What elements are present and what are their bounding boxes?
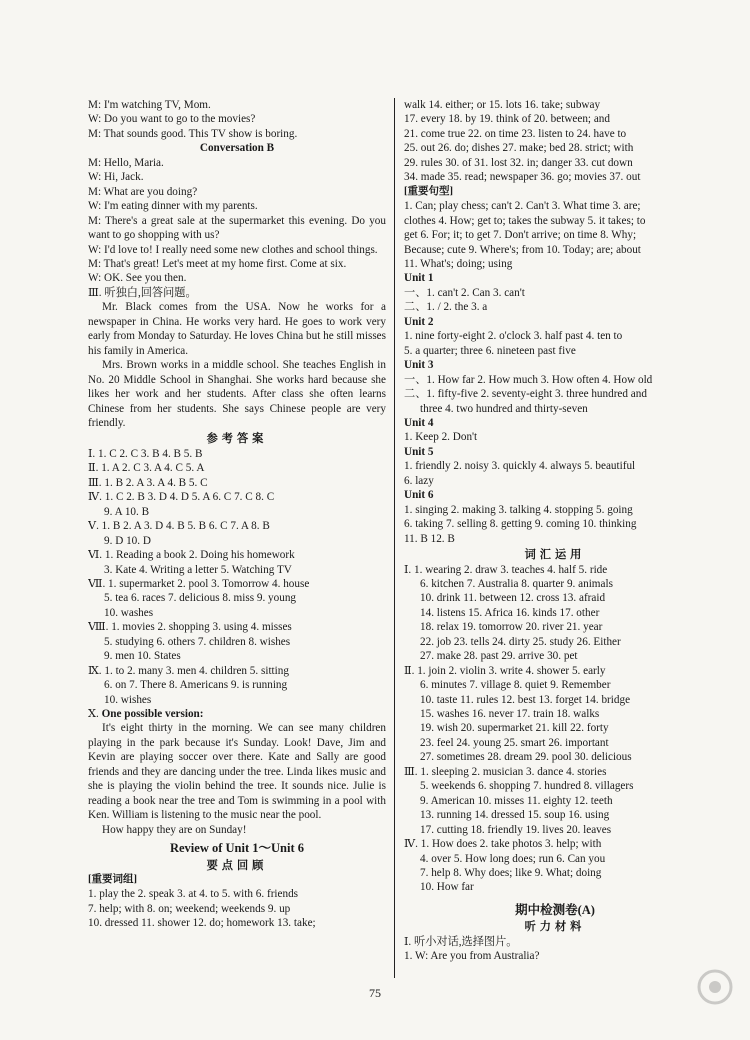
phrase-line: 10. dressed 11. shower 12. do; homework 13. take; [88,917,316,930]
vocab-title: 词汇运用 [524,549,586,562]
answer-line: Ⅱ. 1. A 2. C 3. A 4. C 5. A [88,462,205,475]
unit-line: 二、1. fifty-five 2. seventy-eight 3. three hundred and [404,388,647,401]
vocab-line: 6. kitchen 7. Australia 8. quarter 9. animals [420,577,613,590]
answer-line: 10. washes [104,606,154,619]
answer-line: 3. Kate 4. Writing a letter 5. Watching TV [104,563,292,576]
answer-line: Ⅵ. 1. Reading a book 2. Doing his homework [88,549,295,562]
phrase-line: 29. rules 30. of 31. lost 32. in; danger 33. cut down [404,156,633,169]
vocab-line: 18. relax 19. tomorrow 20. river 21. year [420,621,603,634]
vocab-line: 14. listens 15. Africa 16. kinds 17. other [420,606,600,619]
unit-line: 一、1. How far 2. How much 3. How often 4. How old [404,373,653,386]
listening-question: 1. W: Are you from Australia? [404,950,540,963]
phrase-line: 21. come true 22. on time 23. listen to 24. have to [404,127,627,140]
unit-line: 6. taking 7. selling 8. getting 9. coming 10. thinking [404,518,637,531]
unit-line: 1. nine forty-eight 2. o'clock 3. half past 4. ten to [404,330,623,343]
answer-line: 9. D 10. D [104,534,151,547]
dialog-line: W: Hi, Jack. [88,171,144,184]
page-number: 75 [369,986,381,1000]
sentence-line: 1. Can; play chess; can't 2. Can't 3. What time 3. are; [404,200,641,213]
vocab-line: 23. feel 24. young 25. smart 26. important [420,736,609,749]
answer-line: Ⅳ. 1. C 2. B 3. D 4. D 5. A 6. C 7. C 8. C [88,491,275,504]
vocab-line: 10. drink 11. between 12. cross 13. afraid [420,592,606,605]
vocab-line: 27. make 28. past 29. arrive 30. pet [420,650,578,663]
phrase-line: 1. play the 2. speak 3. at 4. to 5. with 6. friends [88,888,299,901]
answer-line: 10. wishes [104,693,152,706]
vocab-line: 10. How far [420,881,474,894]
answer-line: Ⅴ. 1. B 2. A 3. D 4. B 5. B 6. C 7. A 8. B [88,520,270,533]
unit-line: 6. lazy [404,474,434,487]
midterm-title: 期中检测卷(A) [515,902,595,917]
left-column [88,98,386,931]
unit-line: 5. a quarter; three 6. nineteen past five [404,344,576,357]
vocab-line: 19. wish 20. supermarket 21. kill 22. forty [420,722,609,735]
monologue-paragraph: Mrs. Brown works in a middle school. She teaches English in No. 20 Middle School in Shanghai. She works hard because she likes her work and her students. After class she often learns Chinese from her students. She says Chinese people are very friendly. [88,359,386,429]
phrase-line: 7. help; with 8. on; weekend; weekends 9. up [88,902,291,915]
vocab-line: 27. sometimes 28. dream 29. pool 30. delicious [420,751,632,764]
review-title: Review of Unit 1～Unit 6 [169,841,304,856]
dialog-line: W: I'm eating dinner with my parents. [88,200,258,213]
answer-line: 5. studying 6. others 7. children 8. wishes [104,635,291,648]
answer-line: Ⅲ. 1. B 2. A 3. A 4. B 5. C [88,476,208,489]
unit-line: 1. singing 2. making 3. talking 4. stopping 5. going [404,503,633,516]
writing-heading [88,707,386,721]
vocab-line: 7. help 8. Why does; like 9. What; doing [420,867,602,880]
vocab-line: 17. cutting 18. friendly 19. lives 20. leaves [420,823,612,836]
watermark-logo [610,965,740,1035]
vocab-line: 9. American 10. misses 11. eighty 12. teeth [420,794,613,807]
unit-title: Unit 6 [404,489,434,502]
unit-line: 1. friendly 2. noisy 3. quickly 4. always 5. beautiful [404,460,636,473]
unit-line: 一、1. can't 2. Can 3. can't [404,286,525,299]
answers-title: 参考答案 [206,433,268,446]
answer-line: Ⅶ. 1. supermarket 2. pool 3. Tomorrow 4. house [88,577,310,590]
essay-closing: How happy they are on Sunday! [102,823,247,836]
vocab-line: 5. weekends 6. shopping 7. hundred 8. villagers [420,780,634,793]
phrase-line: 25. out 26. do; dishes 27. make; bed 28. strict; with [404,142,634,155]
phrases-label: [重要词组] [88,874,137,886]
dialog-line: M: I'm watching TV, Mom. [88,99,211,111]
unit-title: Unit 4 [404,416,434,429]
vocab-line: 6. minutes 7. village 8. quiet 9. Remember [420,679,611,692]
sentence-line: clothes 4. How; get to; takes the subway 5. it takes; to [404,214,646,227]
conversation-b-title: Conversation B [199,142,275,155]
unit-title: Unit 5 [404,445,434,458]
answer-line: 6. on 7. There 8. Americans 9. is running [104,679,288,692]
dialog-line: W: OK. See you then. [88,272,187,285]
sentence-line: Because; cute 9. Where's; from 10. Today; are; about [404,243,641,256]
dialog-line: M: What are you doing? [88,185,198,198]
sentence-line: get 6. For; it; to get 7. Don't arrive; on time 8. Why; [404,229,637,242]
vocab-line: Ⅱ. 1. join 2. violin 3. write 4. shower 5. early [404,664,606,677]
listening-title: 听力材料 [524,921,586,934]
dialog-line: M: There's a great sale at the supermarket this evening. Do you want to go shopping with us? [88,214,386,242]
dialog-line: M: That's great! Let's meet at my home first. Come at six. [88,257,347,270]
answer-line: 9. men 10. States [104,650,181,663]
vocab-line: 22. job 23. tells 24. dirty 25. study 26. Either [420,635,621,648]
answer-line: Ⅰ. 1. C 2. C 3. B 4. B 5. B [88,447,203,460]
vocab-line: Ⅰ. 1. wearing 2. draw 3. teaches 4. half 5. ride [404,563,608,576]
unit-line: 1. Keep 2. Don't [404,431,478,444]
answer-line: 5. tea 6. races 7. delicious 8. miss 9. young [104,592,297,605]
dialog-line: M: That sounds good. This TV show is boring. [88,127,298,140]
answer-line: Ⅸ. 1. to 2. many 3. men 4. children 5. sitting [88,664,289,677]
unit-title: Unit 1 [404,272,434,285]
listening-section: Ⅰ. 听小对话,选择图片。 [404,935,518,948]
answer-line: Ⅷ. 1. movies 2. shopping 3. using 4. misses [88,621,292,634]
right-column [404,98,706,964]
answer-line: 9. A 10. B [104,505,150,518]
vocab-line: Ⅲ. 1. sleeping 2. musician 3. dance 4. stories [404,765,607,778]
vocab-line: 13. running 14. dressed 15. soup 16. using [420,809,610,822]
writing-title: One possible version: [101,708,204,721]
review-subtitle: 要点回顾 [206,859,268,872]
unit-title: Unit 2 [404,315,434,328]
phrase-line: walk 14. either; or 15. lots 16. take; subway [404,99,601,111]
sentences-label: [重要句型] [404,185,453,197]
dialog-line: M: Hello, Maria. [88,156,164,169]
vocab-line: Ⅳ. 1. How does 2. take photos 3. help; with [404,838,602,851]
phrase-line: 34. made 35. read; newspaper 36. go; movies 37. out [404,171,641,184]
section-number: Ⅹ. [88,708,99,721]
unit-line: three 4. two hundred and thirty-seven [420,402,588,415]
section-heading: Ⅲ. 听独白,回答问题。 [88,286,197,299]
vocab-line: 4. over 5. How long does; run 6. Can you [420,852,606,865]
sentence-line: 11. What's; doing; using [404,257,513,270]
column-divider [394,98,395,978]
unit-title: Unit 3 [404,359,434,372]
monologue-paragraph: Mr. Black comes from the USA. Now he works for a newspaper in China. He works very hard. He goes to work very early from Monday to Saturday. He loves China but he still misses his family in America. [88,301,386,357]
unit-line: 11. B 12. B [404,532,455,545]
vocab-line: 15. washes 16. never 17. train 18. walks [420,708,600,721]
phrase-line: 17. every 18. by 19. think of 20. between; and [404,113,610,126]
dialog-line: W: Do you want to go to the movies? [88,113,256,126]
dialog-line: W: I'd love to! I really need some new clothes and school things. [88,243,378,256]
unit-line: 二、1. / 2. the 3. a [404,301,488,314]
vocab-line: 10. taste 11. rules 12. best 13. forget 14. bridge [420,693,631,706]
essay-paragraph: It's eight thirty in the morning. We can see many children playing in the park because it's Sunday. Look! Dave, Jim and Kevin are playing soccer over there. Kate and Sally are good friends and they are dancing under the tree. Linda likes music and she is playing the violin behind the tree. It sounds nice. Julie is reading a book near the tree and Tom is swimming in a pool with Ken. William is listening to the music near the pool. [88,722,386,822]
